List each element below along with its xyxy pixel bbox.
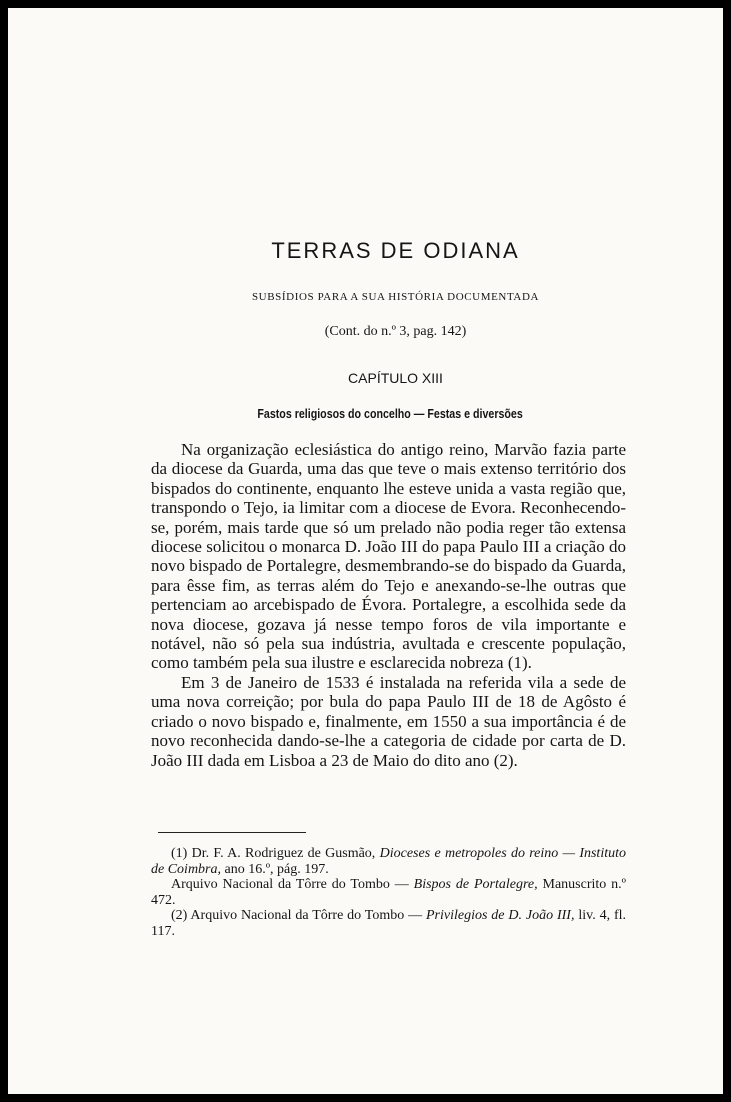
- footnote-2: [151, 908, 626, 939]
- footnote-2-title: Privilegios de D. João III,: [426, 908, 575, 924]
- footnote-1b-suffix: Manuscrito n.º 472.: [151, 877, 627, 908]
- article-title: TERRAS DE ODIANA: [271, 238, 520, 263]
- footnote-1b: [151, 877, 626, 908]
- body-text: [151, 440, 626, 770]
- footnote-1-prefix: (1) Dr. F. A. Rodriguez de Gusmão,: [171, 846, 376, 861]
- footnote-2-suffix: liv. 4, fl. 117.: [151, 908, 626, 939]
- footnote-2-prefix: (2) Arquivo Nacional da Tôrre do Tombo —: [171, 908, 423, 924]
- chapter-heading: CAPÍTULO XIII: [348, 370, 443, 386]
- body-paragraph: Em 3 de Janeiro de 1533 é instalada na referida vila a sede de uma nova correição; por bula do papa Paulo III de 18 de Agôsto é criado o novo bispado e, finalmente, em 1550 a sua importância é de novo reconhecida dando-se-lhe a categoria de cidade por carta de D. João III dada em Lisboa a 23 de Maio do dito ano (2).: [151, 672, 626, 770]
- footnotes: [151, 846, 626, 940]
- article-subtitle: SUBSÍDIOS PARA A SUA HISTÓRIA DOCUMENTADA: [251, 291, 540, 303]
- body-paragraph: Na organização eclesiástica do antigo reino, Marvão fazia parte da diocese da Guarda, uma das que teve o mais extenso território dos bispados do continente, enquanto lhe esteve unida a vasta região que, transpondo o Tejo, ia limitar com a diocese de Evora. Reconhecendo-se, porém, mais tarde que só um prelado não podia reger tão extensa diocese solicitou o monarca D. João III do papa Paulo III a criação do novo bispado de Portalegre, desmembrando-se do bispado da Guarda, para êsse fim, as terras além do Tejo e anexando-se-lhe outras que pertenciam ao arcebispado de Évora. Portalegre, a escolhida sede da nova diocese, gozava já nesse tempo foros de vila importante e notável, não só pela sua indústria, avultada e crescente população, como também pela sua ilustre e esclarecida nobreza (1).: [151, 440, 626, 673]
- footnote-divider: [158, 832, 306, 833]
- footnote-1-suffix: ano 16.º, pág. 197.: [224, 861, 329, 877]
- footnote-1b-prefix: Arquivo Nacional da Tôrre do Tombo —: [171, 877, 409, 893]
- section-heading: Fastos religiosos do concelho — Festas e diversões: [257, 406, 523, 421]
- footnote-1-title: Dioceses e metropoles do reino — Instituto de Coimbra,: [151, 846, 626, 877]
- footnote-1: [151, 846, 626, 877]
- footnote-1b-title: Bispos de Portalegre,: [413, 877, 538, 893]
- continuation-note: (Cont. do n.º 3, pag. 142): [324, 324, 467, 339]
- document-page: [8, 8, 723, 1094]
